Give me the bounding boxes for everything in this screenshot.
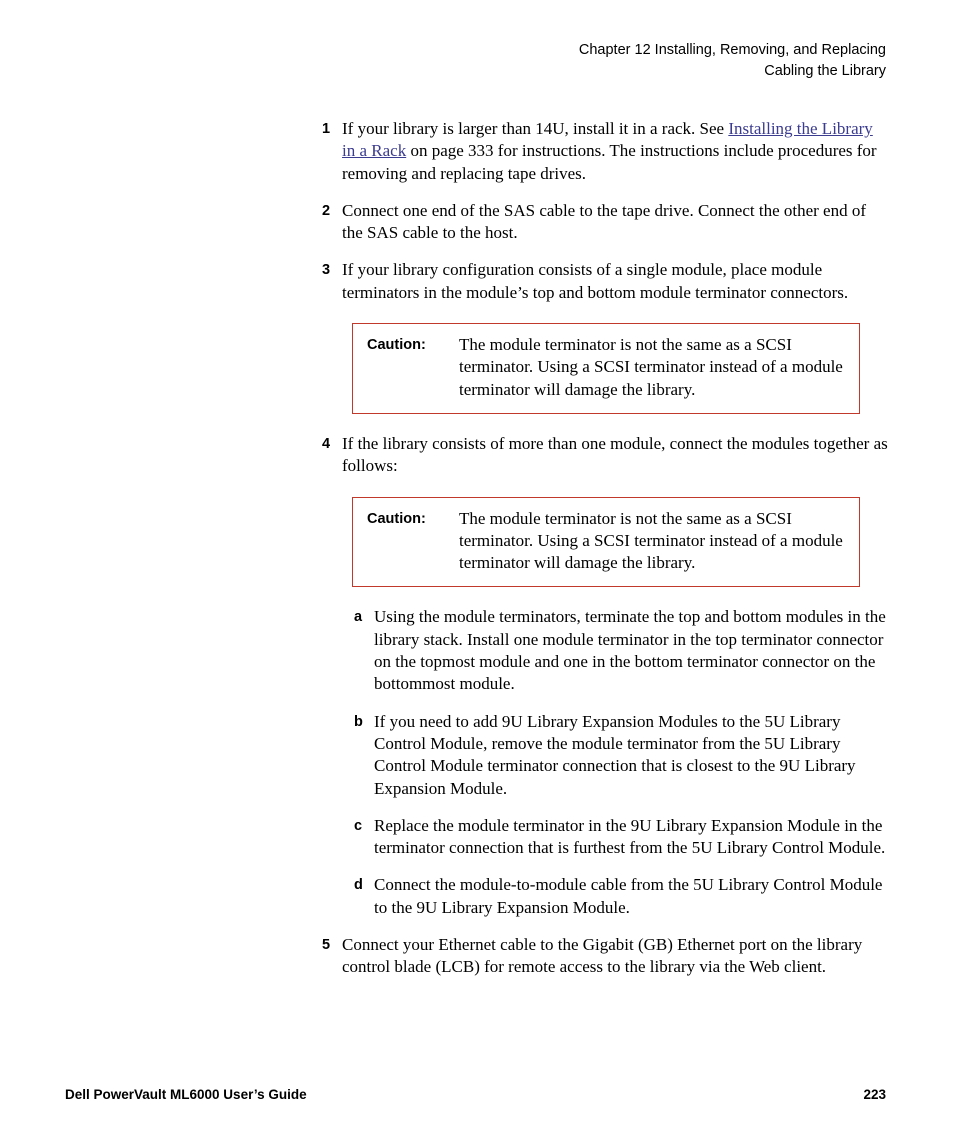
caution-label: Caution: xyxy=(367,510,426,527)
substep-letter: a xyxy=(354,609,363,626)
step-number: 3 xyxy=(322,262,331,279)
caution-text: The module terminator is not the same as a SCSI terminator. Using a SCSI terminator instead of a module terminator will damage the library. xyxy=(459,335,843,399)
numbered-step xyxy=(322,433,890,478)
caution-text: The module terminator is not the same as a SCSI terminator. Using a SCSI terminator instead of a module terminator will damage the library. xyxy=(459,508,843,573)
numbered-step xyxy=(322,259,890,304)
lettered-substep xyxy=(354,874,890,919)
caution-label: Caution: xyxy=(367,337,426,354)
step-text: Connect one end of the SAS cable to the tape drive. Connect the other end of the SAS cable to the host. xyxy=(342,200,867,243)
caution-box xyxy=(352,323,860,414)
page-content xyxy=(322,118,890,994)
numbered-step xyxy=(322,200,890,245)
numbered-step xyxy=(322,934,890,979)
substep-letter: d xyxy=(354,877,363,894)
caution-box xyxy=(352,497,860,588)
step-text: If the library consists of more than one module, connect the modules together as follows: xyxy=(342,433,888,476)
lettered-substep xyxy=(354,606,890,695)
step-number: 5 xyxy=(322,937,331,954)
numbered-step xyxy=(322,118,890,185)
step-text: Connect your Ethernet cable to the Gigabit (GB) Ethernet port on the library control blade (LCB) for remote access to the library via the Web client. xyxy=(342,935,863,977)
cross-reference-link[interactable]: Installing the Library in a Rack xyxy=(342,119,873,161)
page-footer xyxy=(65,1087,886,1102)
substep-letter: c xyxy=(354,817,363,834)
substep-text: If you need to add 9U Library Expansion Modules to the 5U Library Control Module, remove the module terminator from the 5U Library Control Module terminator connection that is closest to the 9U Library Expansion Module. xyxy=(374,711,856,798)
footer-page-number: 223 xyxy=(863,1087,886,1102)
step-text xyxy=(342,118,890,185)
lettered-substep xyxy=(354,815,890,860)
step-number: 4 xyxy=(322,435,331,452)
step-number: 1 xyxy=(322,121,331,137)
header-section-line: Cabling the Library xyxy=(764,63,886,79)
header-chapter-line: Chapter 12 Installing, Removing, and Replacing xyxy=(578,42,886,58)
step-text-before-link: If your library is larger than 14U, install it in a rack. See xyxy=(342,119,729,138)
footer-document-title: Dell PowerVault ML6000 User’s Guide xyxy=(65,1087,307,1102)
substep-text: Connect the module-to-module cable from the 5U Library Control Module to the 9U Library Expansion Module. xyxy=(374,875,883,917)
substep-text: Replace the module terminator in the 9U Library Expansion Module in the terminator connection that is furthest from the 5U Library Control Module. xyxy=(374,815,886,858)
lettered-substep xyxy=(354,711,890,800)
substep-text: Using the module terminators, terminate the top and bottom modules in the library stack. Install one module terminator in the top terminator connector on the topmost module and one in the bottom terminator connector on the bottommost module. xyxy=(374,607,886,694)
page-header xyxy=(579,40,886,82)
substep-letter: b xyxy=(354,713,363,730)
step-text-after-link: on page 333 for instructions. The instructions include procedures for removing and replacing tape drives. xyxy=(342,141,877,183)
step-number: 2 xyxy=(322,202,331,219)
step-text: If your library configuration consists of a single module, place module terminators in the module’s top and bottom module terminator connectors. xyxy=(342,260,849,302)
